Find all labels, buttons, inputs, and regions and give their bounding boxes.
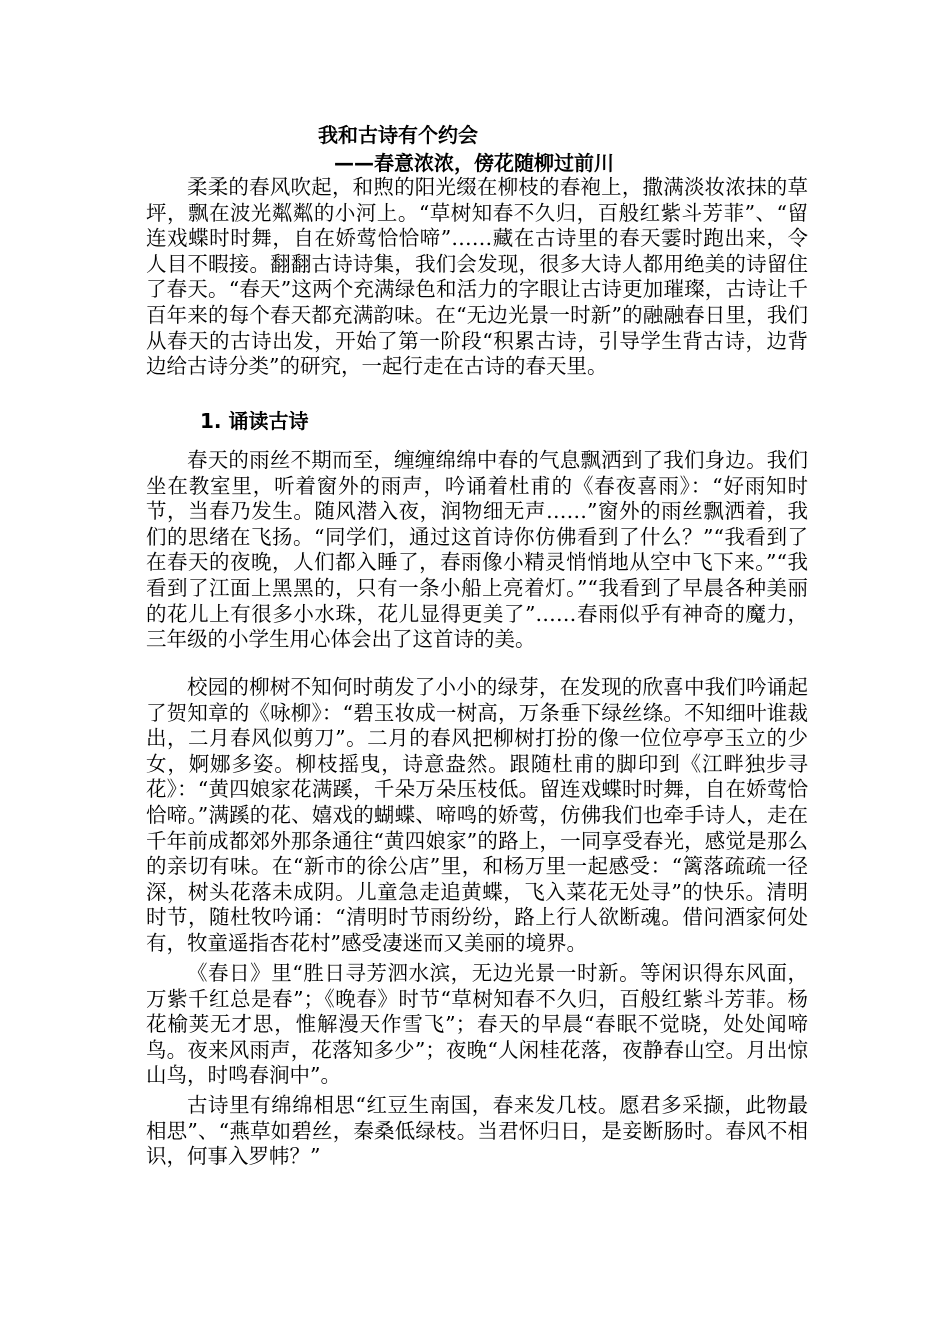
document-subtitle: ——春意浓浓，傍花随柳过前川 — [334, 151, 614, 175]
body-paragraph-3: 《春日》里“胜日寻芳泗水滨，无边光景一时新。等闲识得东风面，万紫千红总是春”；《晚春》时节“草树知春不久归，百般红紫斗芳菲。杨花榆荚无才思，惟解漫天作雪飞”；春天的早晨“春眠不觉晓，处处闻啼鸟。夜来风雨声，花落知多少”；夜晚“人闲桂花落，夜静春山空。月出惊山鸟，时鸣春涧中”。 — [146, 961, 808, 1088]
body-paragraph-1: 春天的雨丝不期而至，缠缠绵绵中春的气息飘洒到了我们身边。我们坐在教室里，听着窗外的雨声，吟诵着杜甫的《春夜喜雨》：“好雨知时节，当春乃发生。随风潜入夜，润物细无声……”窗外的雨丝飘洒着，我们的思绪在飞扬。“同学们，通过这首诗你仿佛看到了什么？”“我看到了在春天的夜晚，人们都入睡了，春雨像小精灵悄悄地从空中飞下来。”“我看到了江面上黑黑的，只有一条小船上亮着灯。”“我看到了早晨各种美丽的花儿上有很多小水珠，花儿显得更美了”……春雨似乎有神奇的魔力，三年级的小学生用心体会出了这首诗的美。 — [146, 448, 808, 652]
body-paragraph-2: 校园的柳树不知何时萌发了小小的绿芽，在发现的欣喜中我们吟诵起了贺知章的《咏柳》：“碧玉妆成一树高，万条垂下绿丝绦。不知细叶谁裁出，二月春风似剪刀”。二月的春风把柳树打扮的像一位位亭亭玉立的少女，婀娜多姿。柳枝摇曳，诗意盎然。跟随杜甫的脚印到《江畔独步寻花》：“黄四娘家花满蹊，千朵万朵压枝低。留连戏蝶时时舞，自在娇莺恰恰啼。”满蹊的花、嬉戏的蝴蝶、啼鸣的娇莺，仿佛我们也牵手诗人，走在千年前成都郊外那条通往“黄四娘家”的路上，一同享受春光，感觉是那么的亲切有味。在“新市的徐公店”里，和杨万里一起感受：“篱落疏疏一径深，树头花落未成阴。儿童急走追黄蝶，飞入菜花无处寻”的快乐。清明时节，随杜牧吟诵：“清明时节雨纷纷，路上行人欲断魂。借问酒家何处有，牧童遥指杏花村”感受凄迷而又美丽的境界。 — [146, 675, 808, 955]
intro-paragraph: 柔柔的春风吹起，和煦的阳光缀在柳枝的春袍上，撒满淡妆浓抹的草坪，飘在波光粼粼的小河上。“草树知春不久归，百般红紫斗芳菲”、“留连戏蝶时时舞，自在娇莺恰恰啼”……藏在古诗里的春天霎时跑出来，令人目不暇接。翻翻古诗诗集，我们会发现，很多大诗人都用绝美的诗留住了春天。“春天”这两个充满绿色和活力的字眼让古诗更加璀璨，古诗让千百年来的每个春天都充满韵味。在“无边光景一时新”的融融春日里，我们从春天的古诗出发，开始了第一阶段“积累古诗，引导学生背古诗，边背边给古诗分类”的研究，一起行走在古诗的春天里。 — [146, 175, 808, 379]
body-paragraph-4: 古诗里有绵绵相思“红豆生南国，春来发几枝。愿君多采撷，此物最相思”、“燕草如碧丝，秦桑低绿枝。当君怀归日，是妾断肠时。春风不相识，何事入罗帏？” — [146, 1093, 808, 1169]
document-title: 我和古诗有个约会 — [318, 123, 478, 147]
section-heading: 1. 诵读古诗 — [200, 409, 309, 433]
